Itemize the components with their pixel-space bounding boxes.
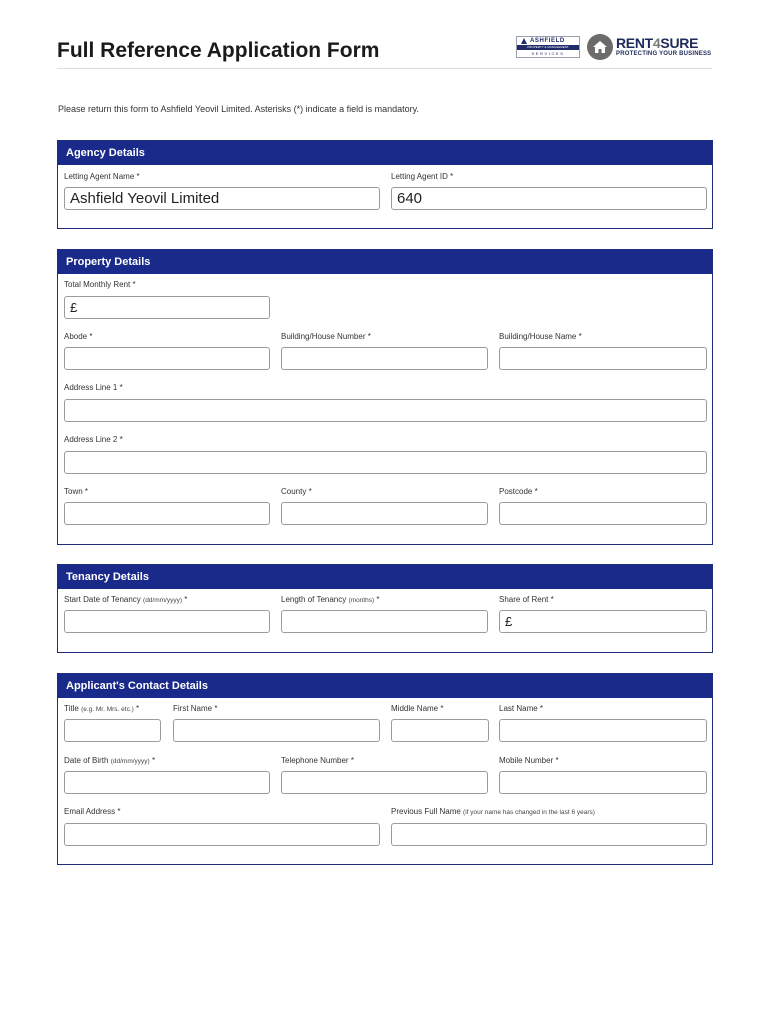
ashfield-logo-band: PROPERTY & MANAGEMENT [517,45,579,50]
first-name-label: First Name * [173,704,218,713]
last-name-field[interactable] [499,719,707,742]
date-of-birth-label-text: Date of Birth [64,756,109,765]
applicant-contact-section [57,673,713,865]
start-date-label [64,595,187,604]
mobile-number-label: Mobile Number * [499,756,559,765]
telephone-number-label: Telephone Number * [281,756,354,765]
telephone-number-field[interactable] [281,771,488,794]
middle-name-field[interactable] [391,719,489,742]
agency-details-section [57,140,713,229]
letting-agent-name-field[interactable]: Ashfield Yeovil Limited [64,187,380,210]
date-of-birth-label [64,756,155,765]
ashfield-mark-icon [521,38,527,44]
total-monthly-rent-field[interactable]: £ [64,296,270,319]
tenancy-length-required-mark: * [376,595,380,604]
town-label: Town * [64,487,89,496]
county-field[interactable] [281,502,488,525]
email-address-label: Email Address * [64,807,121,816]
previous-full-name-label [391,807,595,816]
previous-full-name-field[interactable] [391,823,707,846]
rent4sure-brand-rent: RENT [616,35,653,51]
building-name-label: Building/House Name * [499,332,582,341]
previous-full-name-label-text: Previous Full Name [391,807,461,816]
letting-agent-id-field[interactable]: 640 [391,187,707,210]
tenancy-length-field[interactable] [281,610,488,633]
address-line-1-field[interactable] [64,399,707,422]
abode-field[interactable] [64,347,270,370]
rent4sure-brand-sure: SURE [660,35,699,51]
last-name-label: Last Name * [499,704,544,713]
total-monthly-rent-label: Total Monthly Rent * [64,280,136,289]
previous-full-name-hint: (if your name has changed in the last 6 years) [463,809,595,816]
property-details-section [57,249,713,545]
house-icon [587,34,613,60]
header-divider [57,68,712,69]
mobile-number-field[interactable] [499,771,707,794]
title-field[interactable] [64,719,161,742]
abode-label: Abode * [64,332,93,341]
title-required-mark: * [136,704,140,713]
rent4sure-brand-four: 4 [652,35,661,51]
title-label [64,704,139,713]
tenancy-length-label-text: Length of Tenancy [281,595,347,604]
ashfield-logo-sub: SERVICES [531,51,565,56]
building-name-field[interactable] [499,347,707,370]
section-heading: Agency Details [58,141,712,165]
rent4sure-logo-text [616,35,698,51]
share-of-rent-field[interactable]: £ [499,610,707,633]
building-number-field[interactable] [281,347,488,370]
address-line-2-field[interactable] [64,451,707,474]
middle-name-label: Middle Name * [391,704,444,713]
section-heading: Property Details [58,250,712,274]
rent4sure-tagline: PROTECTING YOUR BUSINESS [616,51,712,57]
section-heading: Applicant's Contact Details [58,674,712,698]
address-line-1-label: Address Line 1 * [64,383,123,392]
intro-text: Please return this form to Ashfield Yeovil Limited. Asterisks (*) indicate a field is mandatory. [58,104,420,114]
postcode-label: Postcode * [499,487,538,496]
first-name-field[interactable] [173,719,380,742]
ashfield-logo [516,36,580,58]
date-of-birth-hint: (dd/mm/yyyy) [110,758,150,765]
ashfield-logo-name: ASHFIELD [530,38,565,44]
tenancy-details-section [57,564,713,653]
letting-agent-name-label: Letting Agent Name * [64,172,140,181]
date-of-birth-field[interactable] [64,771,270,794]
tenancy-length-label [281,595,380,604]
title-label-text: Title [64,704,79,713]
page-title: Full Reference Application Form [57,39,380,62]
start-date-field[interactable] [64,610,270,633]
share-of-rent-label: Share of Rent * [499,595,554,604]
address-line-2-label: Address Line 2 * [64,435,123,444]
letting-agent-id-label: Letting Agent ID * [391,172,454,181]
start-date-label-text: Start Date of Tenancy [64,595,141,604]
county-label: County * [281,487,312,496]
email-address-field[interactable] [64,823,380,846]
postcode-field[interactable] [499,502,707,525]
section-heading: Tenancy Details [58,565,712,589]
start-date-hint: (dd/mm/yyyy) [143,597,183,604]
title-hint: (e.g. Mr. Mrs. etc.) [81,706,134,713]
town-field[interactable] [64,502,270,525]
building-number-label: Building/House Number * [281,332,371,341]
tenancy-length-hint: (months) [348,597,375,604]
start-date-required-mark: * [184,595,188,604]
date-of-birth-required-mark: * [151,756,156,765]
